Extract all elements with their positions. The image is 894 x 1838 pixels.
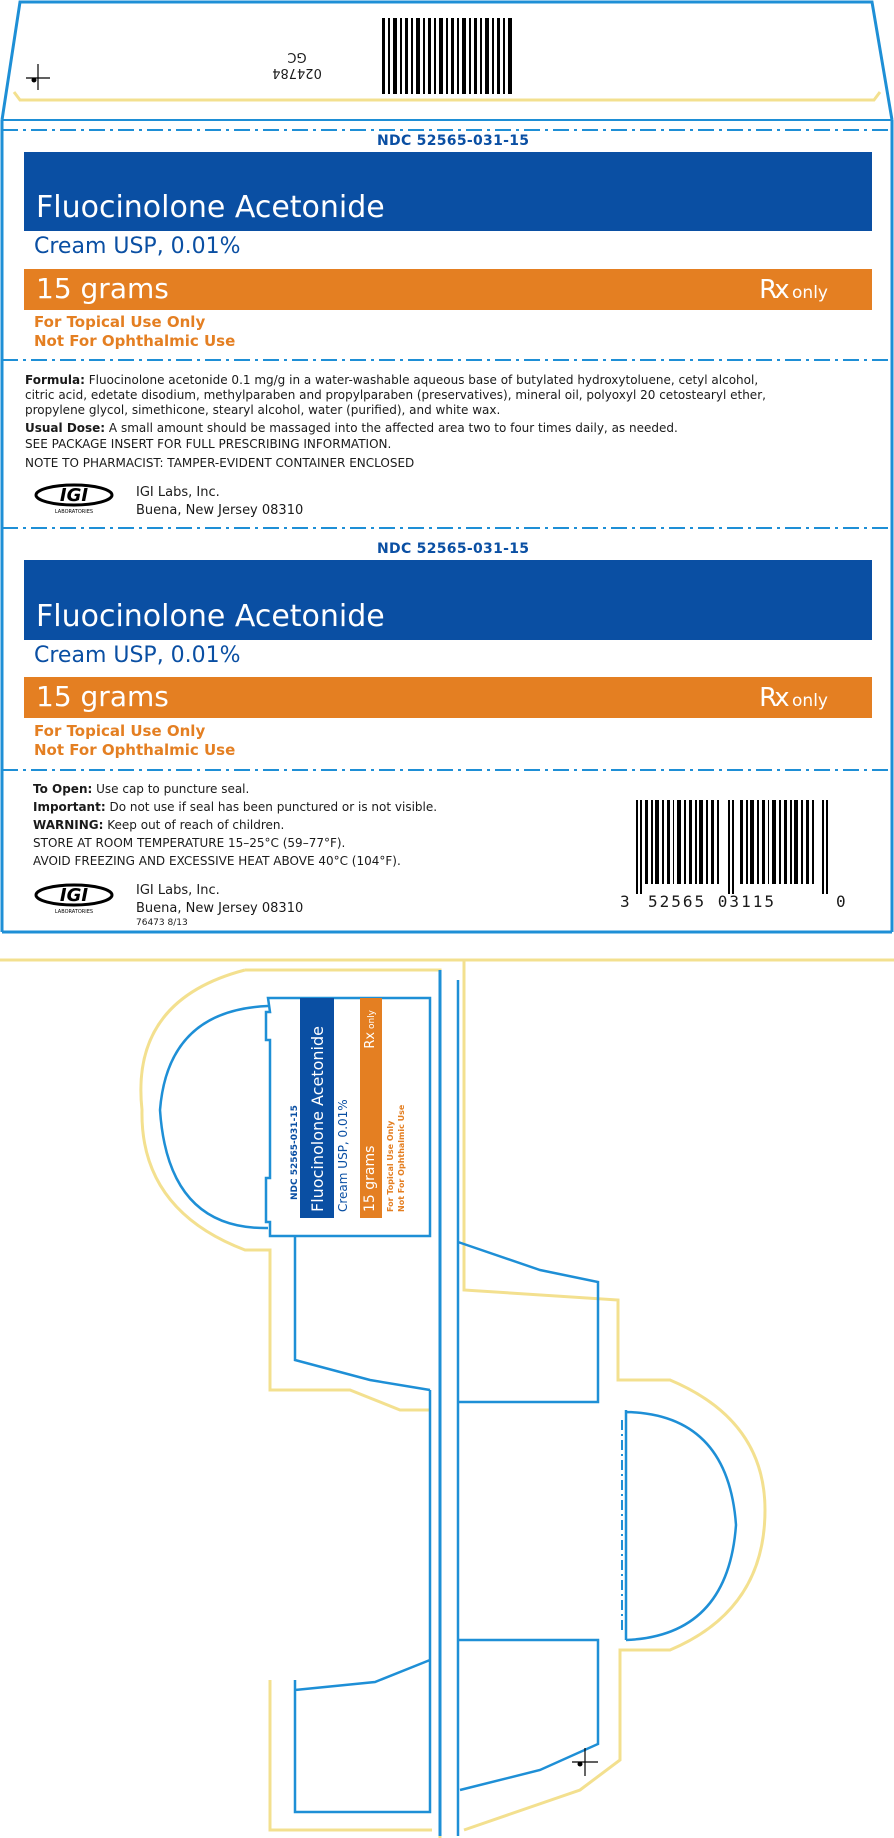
company-name-2: IGI Labs, Inc. [136,883,220,898]
logo-text: IGI [59,485,89,506]
igi-logo-2 [34,882,116,918]
drug-name-2: Fluocinolone Acetonide [36,599,385,634]
upc-left-digit: 3 [620,892,632,911]
company-address: Buena, New Jersey 08310 [136,503,304,518]
use-warnings-2 [34,722,235,760]
side-drug-band [300,998,334,1218]
flap-code-line1: 024784 [272,65,322,80]
rx-only-label [759,275,828,305]
rx-symbol: Rx [759,275,787,305]
logo-subtext-2: LABORATORIES [54,909,94,914]
drug-name-band [24,152,872,231]
side-quantity-band [360,998,382,1218]
drug-name-band-2 [24,560,872,640]
side-rx [363,1010,378,1049]
warning-label: WARNING: [33,818,104,832]
storage-info [33,780,593,870]
side-dosage-form: Cream USP, 0.01% [336,1099,350,1212]
side-ndc: NDC 52565-031-15 [290,1105,300,1200]
important-label: Important: [33,800,106,814]
open-line [33,780,593,798]
open-body: Use cap to puncture seal. [92,782,250,796]
drug-name: Fluocinolone Acetonide [36,190,385,225]
upc-barcode [636,800,830,894]
side-drug-name: Fluocinolone Acetonide [308,1025,327,1212]
ndc-number-2: NDC 52565-031-15 [377,541,530,557]
side-use-warnings [385,1105,407,1212]
quantity: 15 grams [36,272,169,305]
pharmacist-note: NOTE TO PHARMACIST: TAMPER-EVIDENT CONTAINER ENCLOSED [25,456,415,470]
store-line: STORE AT ROOM TEMPERATURE 15–25°C (59–77°F). [33,836,346,850]
important-line [33,798,593,816]
logo-subtext: LABORATORIES [54,509,94,514]
open-label: To Open: [33,782,93,796]
upc-right-digit: 0 [836,892,848,911]
avoid-line: AVOID FREEZING AND EXCESSIVE HEAT ABOVE 40°C (104°F). [33,854,401,868]
ndc-number: NDC 52565-031-15 [377,133,530,149]
igi-logo [34,482,116,518]
rx-symbol-2: Rx [759,683,787,713]
formula-label: Formula: [25,373,85,387]
company-info [136,484,303,520]
formula-text [25,373,775,418]
rx-only-label-2 [759,683,828,713]
rx-suffix-2: only [792,691,828,711]
flap-code-line2: GC [287,49,307,64]
side-quantity: 15 grams [362,1145,378,1212]
topical-use-2: For Topical Use Only [34,722,206,740]
rx-suffix: only [792,283,828,303]
important-body: Do not use if seal has been punctured or is not visible. [105,800,438,814]
warning-body: Keep out of reach of children. [103,818,285,832]
company-address-2: Buena, New Jersey 08310 [136,901,304,916]
side-rx-suffix: only [367,1010,377,1030]
dose-text [25,421,785,436]
topical-use: For Topical Use Only [34,313,206,331]
dosage-form-2: Cream USP, 0.01% [34,643,241,668]
use-warnings [34,313,235,351]
side-topical-use: For Topical Use Only [386,1120,395,1212]
quantity-band [24,269,872,310]
dose-body: A small amount should be massaged into the affected area two to four times daily, as needed. [105,421,678,435]
upc-digits: 52565 03115 [648,892,776,911]
insert-note: SEE PACKAGE INSERT FOR FULL PRESCRIBING INFORMATION. [25,437,392,451]
pharmacode-barcode [380,18,514,94]
formula-body: Fluocinolone acetonide 0.1 mg/g in a water-washable aqueous base of butylated hydroxytoluene, cetyl alcohol, citric acid, edetate disodium, methylparaben and propylparaben (preservatives), mineral oil, polyoxyl 20 cetostearyl ether, propylene glycol, simethicone, stearyl alcohol, water (purified), and white wax. [25,373,766,417]
side-ophthalmic-warning: Not For Ophthalmic Use [397,1104,406,1212]
side-panel [288,998,428,1218]
side-rx-symbol: Rx [363,1031,378,1049]
quantity-2: 15 grams [36,680,169,713]
warning-line [33,816,593,834]
ophthalmic-warning-2: Not For Ophthalmic Use [34,741,236,759]
dose-label: Usual Dose: [25,421,106,435]
company-name: IGI Labs, Inc. [136,485,220,500]
lot-code: 76473 8/13 [136,918,188,928]
logo-text-2: IGI [59,885,89,906]
company-info-2 [136,882,303,918]
flap-code [262,48,332,80]
quantity-band-2 [24,677,872,718]
ophthalmic-warning: Not For Ophthalmic Use [34,332,236,350]
dosage-form: Cream USP, 0.01% [34,234,241,259]
